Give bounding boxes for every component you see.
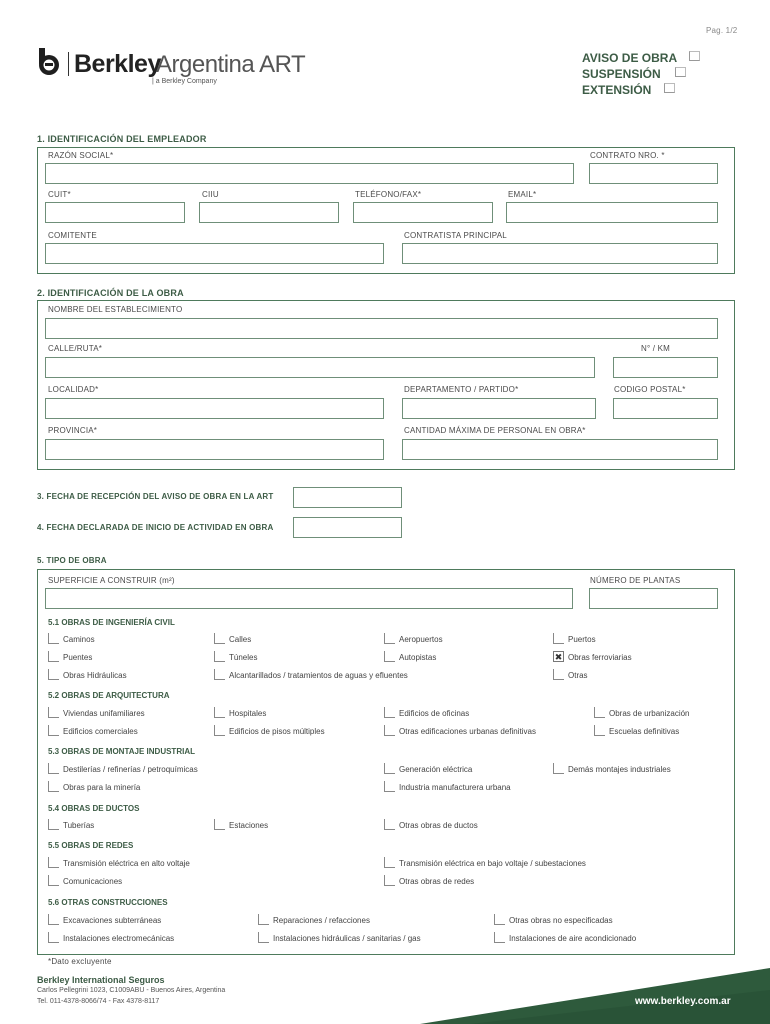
section-5-title: 5. TIPO DE OBRA [37, 556, 107, 565]
option-caminos[interactable]: Caminos [48, 634, 95, 646]
option-calles[interactable]: Calles [214, 634, 251, 646]
nombre-label: NOMBRE DEL ESTABLECIMIENTO [48, 305, 183, 314]
email-input[interactable] [506, 202, 718, 223]
option-escuelas[interactable]: Escuelas definitivas [594, 726, 679, 738]
extension-checkbox[interactable] [664, 83, 675, 93]
km-input[interactable] [613, 357, 718, 378]
option-generacion-electrica[interactable]: Generación eléctrica [384, 764, 472, 776]
company-logo [38, 48, 306, 90]
contratista-label: CONTRATISTA PRINCIPAL [404, 231, 507, 240]
comitente-label: COMITENTE [48, 231, 97, 240]
sub-5-6-title: 5.6 OTRAS CONSTRUCCIONES [48, 898, 168, 907]
option-alcantarillados[interactable]: Alcantarillados / tratamientos de aguas y efluentes [214, 670, 408, 682]
departamento-label: DEPARTAMENTO / PARTIDO* [404, 385, 519, 394]
cuit-input[interactable] [45, 202, 185, 223]
calle-label: CALLE/RUTA* [48, 344, 103, 353]
localidad-label: LOCALIDAD* [48, 385, 99, 394]
notice-type-suspension: SUSPENSIÓN [582, 67, 661, 81]
email-label: EMAIL* [508, 190, 537, 199]
option-otras-redes[interactable]: Otras obras de redes [384, 876, 474, 888]
page-number: Pag. 1/2 [706, 26, 738, 35]
option-excavaciones[interactable]: Excavaciones subterráneas [48, 915, 161, 927]
telefono-label: TELÉFONO/FAX* [355, 190, 422, 199]
section-3-title: 3. FECHA DE RECEPCIÓN DEL AVISO DE OBRA EN LA ART [37, 492, 274, 501]
option-puentes[interactable]: Puentes [48, 652, 92, 664]
brand-sub: Argentina ART [156, 51, 306, 78]
sub-5-2-title: 5.2 OBRAS DE ARQUITECTURA [48, 691, 170, 700]
checked-x-icon: ✖ [554, 652, 563, 663]
departamento-input[interactable] [402, 398, 596, 419]
option-hospitales[interactable]: Hospitales [214, 708, 266, 720]
personal-label: CANTIDAD MÁXIMA DE PERSONAL EN OBRA* [404, 426, 586, 435]
option-obras-ferroviarias[interactable]: ✖ Obras ferroviarias [554, 652, 632, 663]
notice-type-extension: EXTENSIÓN [582, 83, 652, 97]
berkley-b-icon [38, 48, 64, 76]
option-urbanizacion[interactable]: Obras de urbanización [594, 708, 690, 720]
ciiu-input[interactable] [199, 202, 339, 223]
personal-input[interactable] [402, 439, 718, 460]
fecha-recepcion-input[interactable] [293, 487, 402, 508]
option-edificios-comerciales[interactable]: Edificios comerciales [48, 726, 138, 738]
footer-website-link[interactable]: www.berkley.com.ar [635, 996, 731, 1007]
option-tuberias[interactable]: Tuberías [48, 820, 94, 832]
plantas-label: NÚMERO DE PLANTAS [590, 576, 681, 585]
option-otras-civil[interactable]: Otras [553, 670, 588, 682]
sub-5-3-title: 5.3 OBRAS DE MONTAJE INDUSTRIAL [48, 747, 195, 756]
cuit-label: CUIT* [48, 190, 71, 199]
razon-social-input[interactable] [45, 163, 574, 184]
footer-company: Berkley International Seguros [37, 975, 165, 985]
option-viviendas[interactable]: Viviendas unifamiliares [48, 708, 145, 720]
telefono-input[interactable] [353, 202, 493, 223]
footnote: *Dato excluyente [48, 957, 112, 966]
option-industria-manufacturera[interactable]: Industria manufacturera urbana [384, 782, 511, 794]
calle-input[interactable] [45, 357, 595, 378]
comitente-input[interactable] [45, 243, 384, 264]
ciiu-label: CIIU [202, 190, 219, 199]
superficie-input[interactable] [45, 588, 573, 609]
option-destilerias[interactable]: Destilerías / refinerías / petroquímicas [48, 764, 198, 776]
option-reparaciones[interactable]: Reparaciones / refacciones [258, 915, 370, 927]
section-1-title: 1. IDENTIFICACIÓN DEL EMPLEADOR [37, 134, 207, 144]
razon-social-label: RAZÓN SOCIAL* [48, 151, 114, 160]
section-2-title: 2. IDENTIFICACIÓN DE LA OBRA [37, 288, 184, 298]
brand-tagline: | a Berkley Company [152, 78, 217, 85]
option-aeropuertos[interactable]: Aeropuertos [384, 634, 443, 646]
contrato-input[interactable] [589, 163, 718, 184]
sub-5-1-title: 5.1 OBRAS DE INGENIERÍA CIVIL [48, 618, 175, 627]
cp-label: CODIGO POSTAL* [614, 385, 686, 394]
option-bajo-voltaje[interactable]: Transmisión eléctrica en bajo voltaje / subestaciones [384, 858, 586, 870]
brand-name: Berkley [74, 50, 161, 78]
suspension-checkbox[interactable] [675, 67, 686, 77]
footer-address: Carlos Pellegrini 1023, C1009ABU - Buenos Aires, Argentina [37, 987, 226, 994]
option-otras-edificaciones[interactable]: Otras edificaciones urbanas definitivas [384, 726, 536, 738]
option-autopistas[interactable]: Autopistas [384, 652, 436, 664]
superficie-label: SUPERFICIE A CONSTRUIR (m²) [48, 576, 175, 585]
option-puertos[interactable]: Puertos [553, 634, 596, 646]
option-alto-voltaje[interactable]: Transmisión eléctrica en alto voltaje [48, 858, 190, 870]
sub-5-4-title: 5.4 OBRAS DE DUCTOS [48, 804, 140, 813]
option-pisos-multiples[interactable]: Edificios de pisos múltiples [214, 726, 325, 738]
option-mineria[interactable]: Obras para la minería [48, 782, 140, 794]
provincia-input[interactable] [45, 439, 384, 460]
km-label: N° / KM [641, 344, 671, 353]
option-comunicaciones[interactable]: Comunicaciones [48, 876, 122, 888]
option-estaciones[interactable]: Estaciones [214, 820, 268, 832]
option-edificios-oficinas[interactable]: Edificios de oficinas [384, 708, 469, 720]
provincia-label: PROVINCIA* [48, 426, 98, 435]
option-hidraulicas-sanitarias[interactable]: Instalaciones hidráulicas / sanitarias / gas [258, 933, 421, 945]
option-obras-hidraulicas[interactable]: Obras Hidráulicas [48, 670, 127, 682]
contrato-label: CONTRATO NRO. * [590, 151, 665, 160]
cp-input[interactable] [613, 398, 718, 419]
option-electromecanicas[interactable]: Instalaciones electromecánicas [48, 933, 174, 945]
aviso-checkbox[interactable] [689, 51, 700, 61]
option-tuneles[interactable]: Túneles [214, 652, 257, 664]
sub-5-5-title: 5.5 OBRAS DE REDES [48, 841, 134, 850]
fecha-inicio-input[interactable] [293, 517, 402, 538]
footer-phone: Tel. 011-4378-8066/74 - Fax 4378-8117 [37, 998, 160, 1005]
option-aire-acondicionado[interactable]: Instalaciones de aire acondicionado [494, 933, 636, 945]
option-otras-no-especificadas[interactable]: Otras obras no especificadas [494, 915, 613, 927]
plantas-input[interactable] [589, 588, 718, 609]
section-4-title: 4. FECHA DECLARADA DE INICIO DE ACTIVIDAD EN OBRA [37, 523, 274, 532]
contratista-input[interactable] [402, 243, 718, 264]
option-otras-ductos[interactable]: Otras obras de ductos [384, 820, 478, 832]
option-montajes-industriales[interactable]: Demás montajes industriales [553, 764, 671, 776]
nombre-input[interactable] [45, 318, 718, 339]
notice-type-aviso: AVISO DE OBRA [582, 51, 678, 65]
localidad-input[interactable] [45, 398, 384, 419]
